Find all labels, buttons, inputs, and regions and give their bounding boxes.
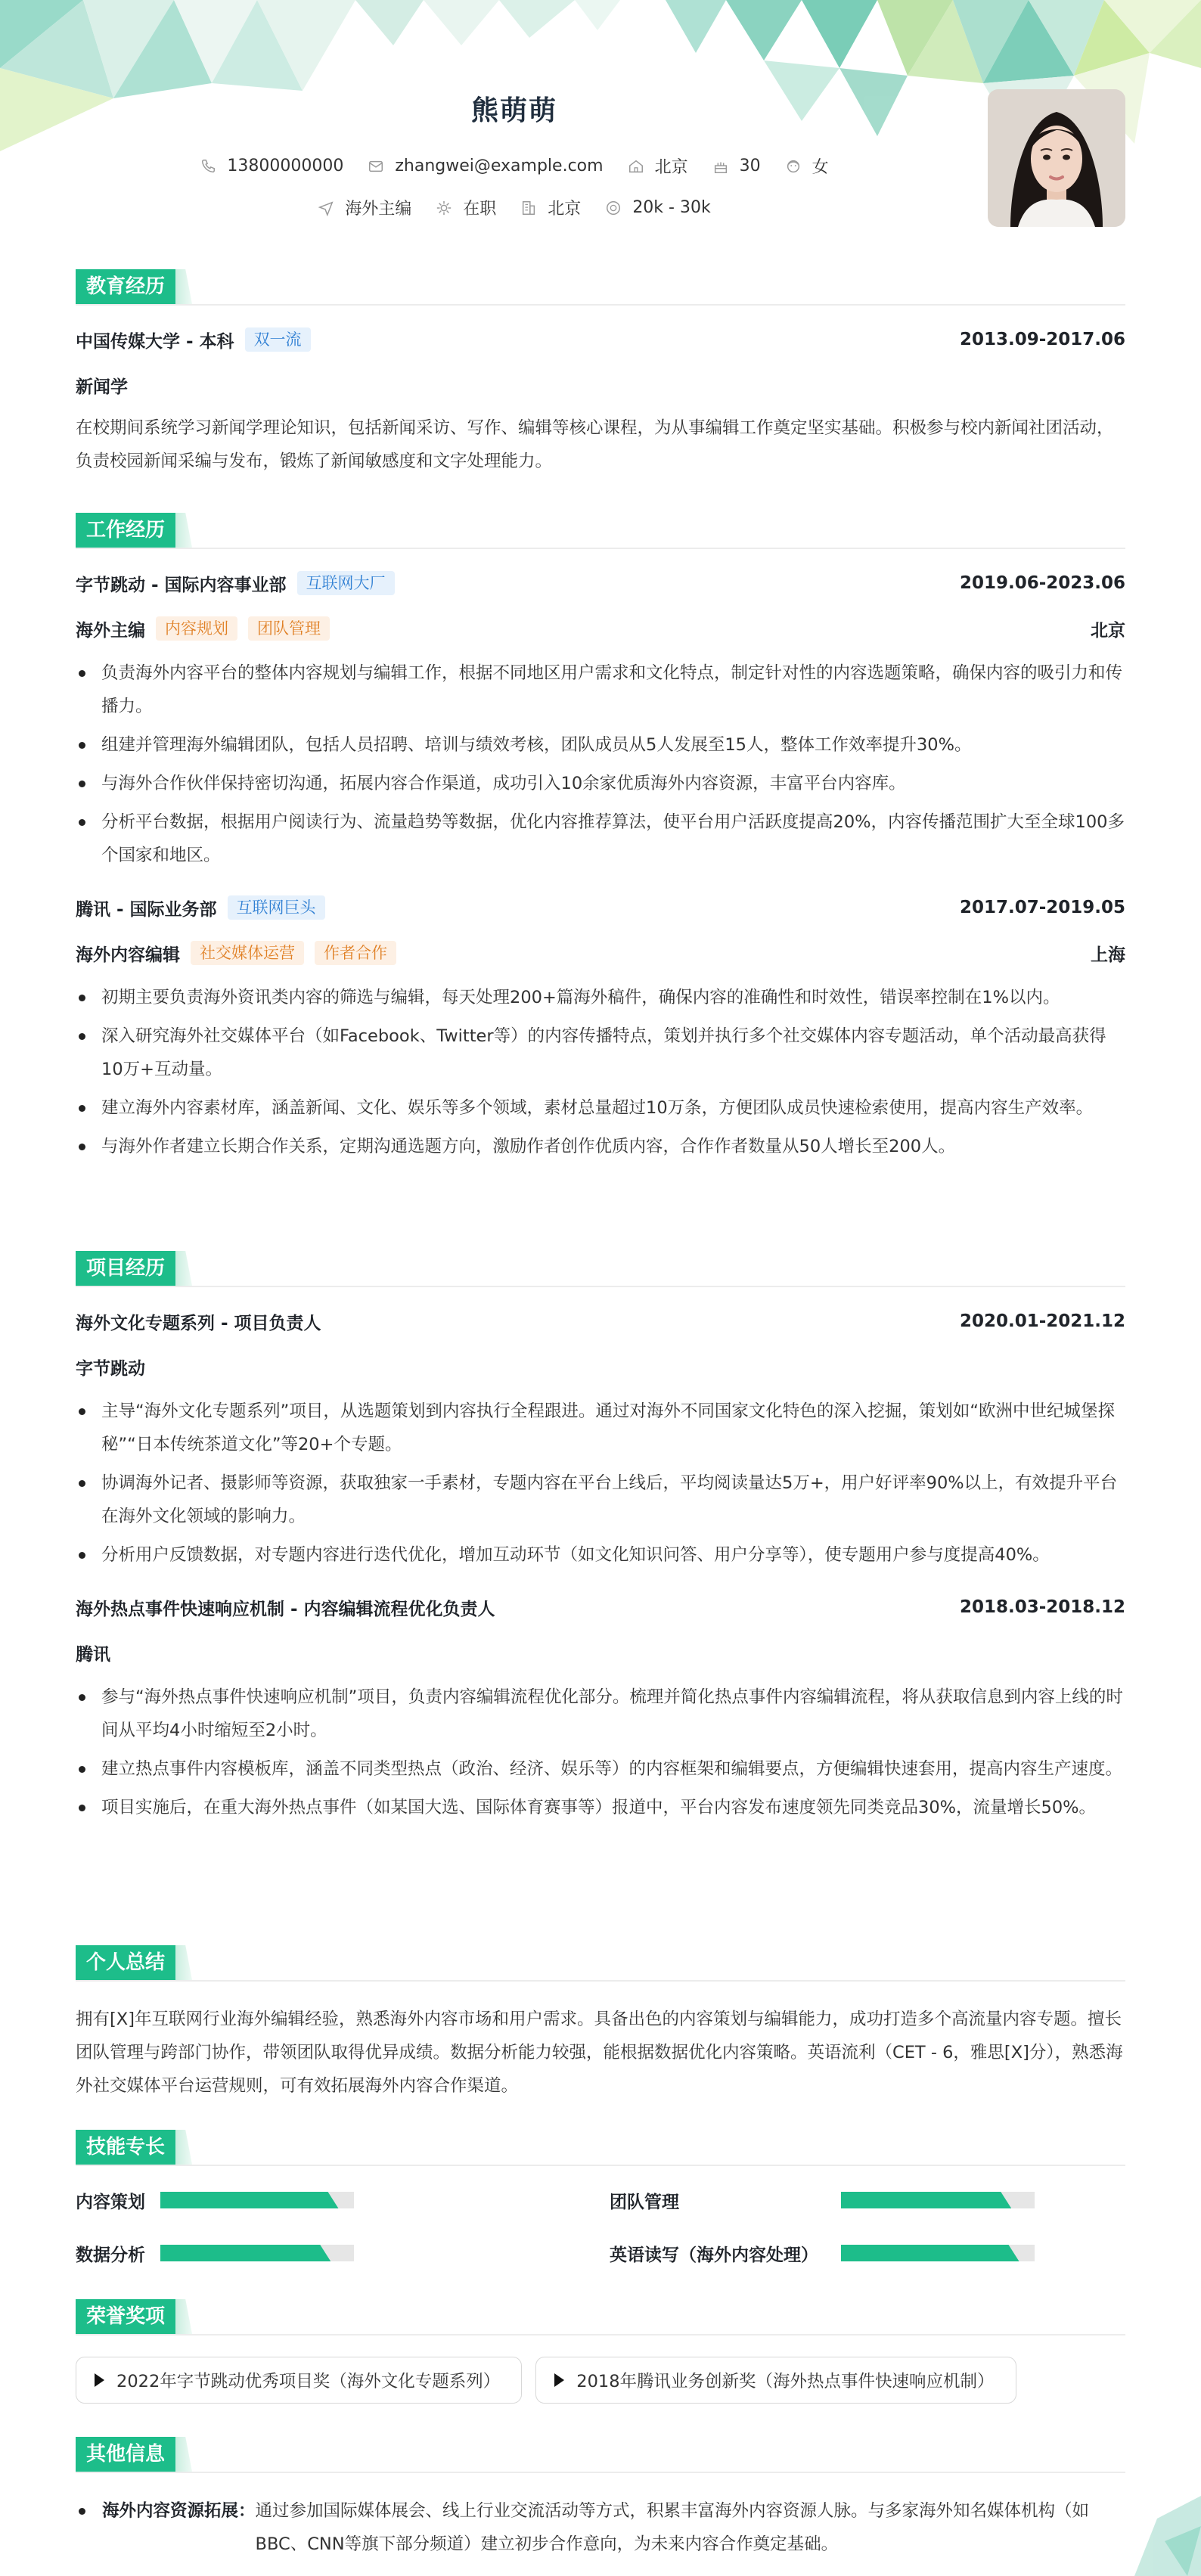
salary-item xyxy=(605,198,710,217)
skill-item xyxy=(610,2240,1125,2266)
list-item: 与海外合作伙伴保持密切沟通，拓展内容合作渠道，成功引入10余家优质海外内容资源，丰富平台内容库。 xyxy=(76,767,1125,800)
job-role: 海外主编 xyxy=(76,620,145,641)
summary-text: 拥有[X]年互联网行业海外编辑经验，熟悉海外内容市场和用户需求。具备出色的内容策划与编辑能力，成功打造多个高流量内容专题。擅长团队管理与跨部门协作，带领团队取得优异成绩。数据分析能力较强，能根据数据优化内容策略。英语流利（CET - 6，雅思[X]分），熟悉海外社交媒体平台运营规则，可有效拓展海外内容合作渠道。 xyxy=(76,2010,1123,2096)
role-tag: 内容规划 xyxy=(156,616,237,641)
skill-item xyxy=(610,2187,1125,2213)
skill-bar-fill xyxy=(160,2192,339,2208)
profile-photo xyxy=(988,89,1125,227)
list-item: 分析用户反馈数据，对专题内容进行迭代优化，增加互动环节（如文化知识问答、用户分享等），使专题用户参与度提高40%。 xyxy=(76,1538,1125,1572)
list-item: 项目实施后，在重大海外热点事件（如某国大选、国际体育赛事等）报道中，平台内容发布速度领先同类竞品30%，流量增长50%。 xyxy=(76,1791,1125,1824)
contact-row xyxy=(0,154,1029,178)
status-item xyxy=(436,196,496,219)
job-role-row xyxy=(76,616,1125,641)
job-item xyxy=(76,895,1125,1163)
project-name: 海外文化专题系列 - 项目负责人 xyxy=(76,1313,321,1333)
target-city-item xyxy=(520,196,581,219)
work-title: 工作经历 xyxy=(76,513,175,548)
job-period: 2019.06-2023.06 xyxy=(959,573,1125,593)
triangle-icon xyxy=(554,2373,564,2387)
education-row xyxy=(76,327,1125,352)
target-city-text: 北京 xyxy=(548,200,582,219)
list-item: 协调海外记者、摄影师等资源，获取独家一手素材，专题内容在平台上线后，平均阅读量达5万+，用户好评率90%以上，有效提升平台在海外文化领域的影响力。 xyxy=(76,1466,1125,1533)
role-tag: 团队管理 xyxy=(248,616,330,641)
summary-header xyxy=(76,1945,1125,1982)
age-text: 30 xyxy=(739,157,761,175)
city-item xyxy=(628,154,688,178)
salary-text: 20k - 30k xyxy=(632,198,711,217)
company-tag: 互联网巨头 xyxy=(228,895,325,920)
skill-bar xyxy=(841,2192,1035,2208)
role-tag: 作者合作 xyxy=(315,941,396,965)
other-text: 通过参加国际媒体展会、线上行业交流活动等方式，积累丰富海外内容资源人脉。与多家海外知名媒体机构（如BBC、CNN等旗下部分频道）建立初步合作意向，为未来内容合作奠定基础。 xyxy=(255,2501,1090,2554)
candidate-name: 熊萌萌 xyxy=(470,95,557,126)
job-bullets xyxy=(76,981,1125,1163)
list-item: 分析平台数据，根据用户阅读行为、流量趋势等数据，优化内容推荐算法，使平台用户活跃度提高20%，内容传播范围扩大至全球100多个国家和地区。 xyxy=(76,805,1125,872)
honors-section xyxy=(76,2299,1125,2404)
project-period: 2020.01-2021.12 xyxy=(959,1311,1125,1331)
project-item xyxy=(76,1594,1125,1824)
list-item: 建立海外内容素材库，涵盖新闻、文化、娱乐等多个领域，素材总量超过10万条，方便团队成员快速检索使用，提高内容生产效率。 xyxy=(76,1091,1125,1125)
job-role-row xyxy=(76,940,1125,966)
list-item: 深入研究海外社交媒体平台（如Facebook、Twitter等）的内容传播特点，策划并执行多个社交媒体内容专题活动，单个活动最高获得10万+互动量。 xyxy=(76,1020,1125,1086)
other-header xyxy=(76,2437,1125,2473)
honor-item xyxy=(76,2357,522,2404)
education-period: 2013.09-2017.06 xyxy=(959,330,1125,349)
intent-row xyxy=(0,196,1029,219)
school-name: 中国传媒大学 - 本科 xyxy=(76,331,234,352)
project-org-row xyxy=(76,1640,1125,1665)
job-role: 海外内容编辑 xyxy=(76,945,180,965)
education-title: 教育经历 xyxy=(76,269,175,304)
building-icon xyxy=(520,200,537,216)
skill-name: 内容策划 xyxy=(76,2192,145,2212)
major-row xyxy=(76,372,1125,398)
project-org-row xyxy=(76,1354,1125,1380)
skills-header xyxy=(76,2130,1125,2166)
triangle-icon xyxy=(95,2373,104,2387)
education-section xyxy=(76,269,1125,478)
bullet-dot xyxy=(79,2508,85,2515)
projects-header xyxy=(76,1251,1125,1287)
company-tag: 互联网大厂 xyxy=(297,571,395,595)
honor-text: 2018年腾讯业务创新奖（海外热点事件快速响应机制） xyxy=(576,2372,995,2391)
list-item: 参与“海外热点事件快速响应机制”项目，负责内容编辑流程优化部分。梳理并简化热点事件内容编辑流程，将从获取信息到内容上线的时间从平均4小时缩短至2小时。 xyxy=(76,1681,1125,1747)
project-org: 字节跳动 xyxy=(76,1358,145,1379)
list-item: 负责海外内容平台的整体内容规划与编辑工作，根据不同地区用户需求和文化特点，制定针对性的内容选题策略，确保内容的吸引力和传播力。 xyxy=(76,656,1125,723)
major: 新闻学 xyxy=(76,377,128,397)
honor-item xyxy=(535,2357,1016,2404)
summary-title: 个人总结 xyxy=(76,1945,175,1980)
other-title: 其他信息 xyxy=(76,2437,175,2472)
honors-list xyxy=(76,2357,1125,2404)
job-company: 腾讯 - 国际业务部 xyxy=(76,899,217,920)
skill-name: 团队管理 xyxy=(610,2192,679,2212)
skills-title: 技能专长 xyxy=(76,2130,175,2165)
list-item: 初期主要负责海外资讯类内容的筛选与编辑，每天处理200+篇海外稿件，确保内容的准确性和时效性，错误率控制在1%以内。 xyxy=(76,981,1125,1014)
list-item: 建立热点事件内容模板库，涵盖不同类型热点（政治、经济、娱乐等）的内容框架和编辑要点，方便编辑快速套用，提高内容生产速度。 xyxy=(76,1752,1125,1786)
skill-bar xyxy=(160,2245,354,2261)
skill-name: 数据分析 xyxy=(76,2245,145,2265)
project-name-row xyxy=(76,1594,1125,1620)
phone-item xyxy=(200,157,343,175)
city-text: 北京 xyxy=(654,158,688,177)
phone-icon xyxy=(200,158,216,175)
education-header xyxy=(76,269,1125,306)
project-item xyxy=(76,1308,1125,1572)
salary-icon xyxy=(605,200,622,216)
avatar xyxy=(988,89,1125,227)
phone-text: 13800000000 xyxy=(227,157,344,175)
honors-title: 荣誉奖项 xyxy=(76,2299,175,2334)
age-item xyxy=(712,157,761,175)
other-item xyxy=(76,2494,1125,2561)
role-tag: 社交媒体运营 xyxy=(191,941,304,965)
skill-name: 英语读写（海外内容处理） xyxy=(610,2245,818,2265)
project-bullets xyxy=(76,1395,1125,1572)
job-company-row xyxy=(76,570,1125,596)
project-org: 腾讯 xyxy=(76,1644,110,1665)
age-icon xyxy=(712,158,729,175)
summary-section xyxy=(76,1945,1125,2103)
skill-bar-fill xyxy=(841,2245,1019,2261)
skill-item xyxy=(76,2240,610,2266)
work-section xyxy=(76,513,1125,1186)
list-item: 主导“海外文化专题系列”项目，从选题策划到内容执行全程跟进。通过对海外不同国家文化特色的深入挖掘，策划如“欧洲中世纪城堡探秘”“日本传统茶道文化”等20+个专题。 xyxy=(76,1395,1125,1461)
skill-bar-fill xyxy=(841,2192,1011,2208)
send-icon xyxy=(318,200,334,216)
list-item: 与海外作者建立长期合作关系，定期沟通选题方向，激励作者创作优质内容，合作作者数量从50人增长至200人。 xyxy=(76,1130,1125,1163)
email-text: zhangwei@example.com xyxy=(395,157,604,175)
skill-bar xyxy=(160,2192,354,2208)
status-icon xyxy=(436,200,452,216)
other-section xyxy=(76,2437,1125,2561)
project-name-row xyxy=(76,1308,1125,1334)
job-target-item xyxy=(318,196,411,219)
job-location: 北京 xyxy=(1091,620,1125,641)
job-company-row xyxy=(76,895,1125,920)
gender-text: 女 xyxy=(812,158,829,177)
skill-bar-fill xyxy=(160,2245,331,2261)
job-target-text: 海外主编 xyxy=(345,200,412,219)
job-location: 上海 xyxy=(1091,945,1125,965)
other-label: 海外内容资源拓展： xyxy=(102,2501,256,2521)
project-bullets xyxy=(76,1681,1125,1824)
honors-header xyxy=(76,2299,1125,2335)
school-tag: 双一流 xyxy=(245,327,311,352)
gender-icon xyxy=(785,158,802,175)
job-item xyxy=(76,570,1125,872)
job-company: 字节跳动 - 国际内容事业部 xyxy=(76,575,287,595)
job-period: 2017.07-2019.05 xyxy=(959,898,1125,917)
project-period: 2018.03-2018.12 xyxy=(959,1597,1125,1617)
home-icon xyxy=(628,158,644,175)
work-header xyxy=(76,513,1125,549)
education-description: 在校期间系统学习新闻学理论知识，包括新闻采访、写作、编辑等核心课程，为从事编辑工作奠定坚实基础。积极参与校内新闻社团活动，负责校园新闻采编与发布，锻炼了新闻敏感度和文字处理能力。 xyxy=(76,418,1114,471)
status-text: 在职 xyxy=(463,200,497,219)
skills-grid xyxy=(76,2187,1125,2266)
skill-item xyxy=(76,2187,610,2213)
skills-section xyxy=(76,2130,1125,2266)
skill-bar xyxy=(841,2245,1035,2261)
list-item: 组建并管理海外编辑团队，包括人员招聘、培训与绩效考核，团队成员从5人发展至15人，整体工作效率提升30%。 xyxy=(76,728,1125,762)
job-bullets xyxy=(76,656,1125,872)
project-name: 海外热点事件快速响应机制 - 内容编辑流程优化负责人 xyxy=(76,1599,495,1619)
projects-title: 项目经历 xyxy=(76,1251,175,1286)
mail-icon xyxy=(368,158,384,175)
projects-section xyxy=(76,1251,1125,1847)
gender-item xyxy=(785,154,829,178)
honor-text: 2022年字节跳动优秀项目奖（海外文化专题系列） xyxy=(116,2372,501,2391)
email-item xyxy=(368,157,603,175)
